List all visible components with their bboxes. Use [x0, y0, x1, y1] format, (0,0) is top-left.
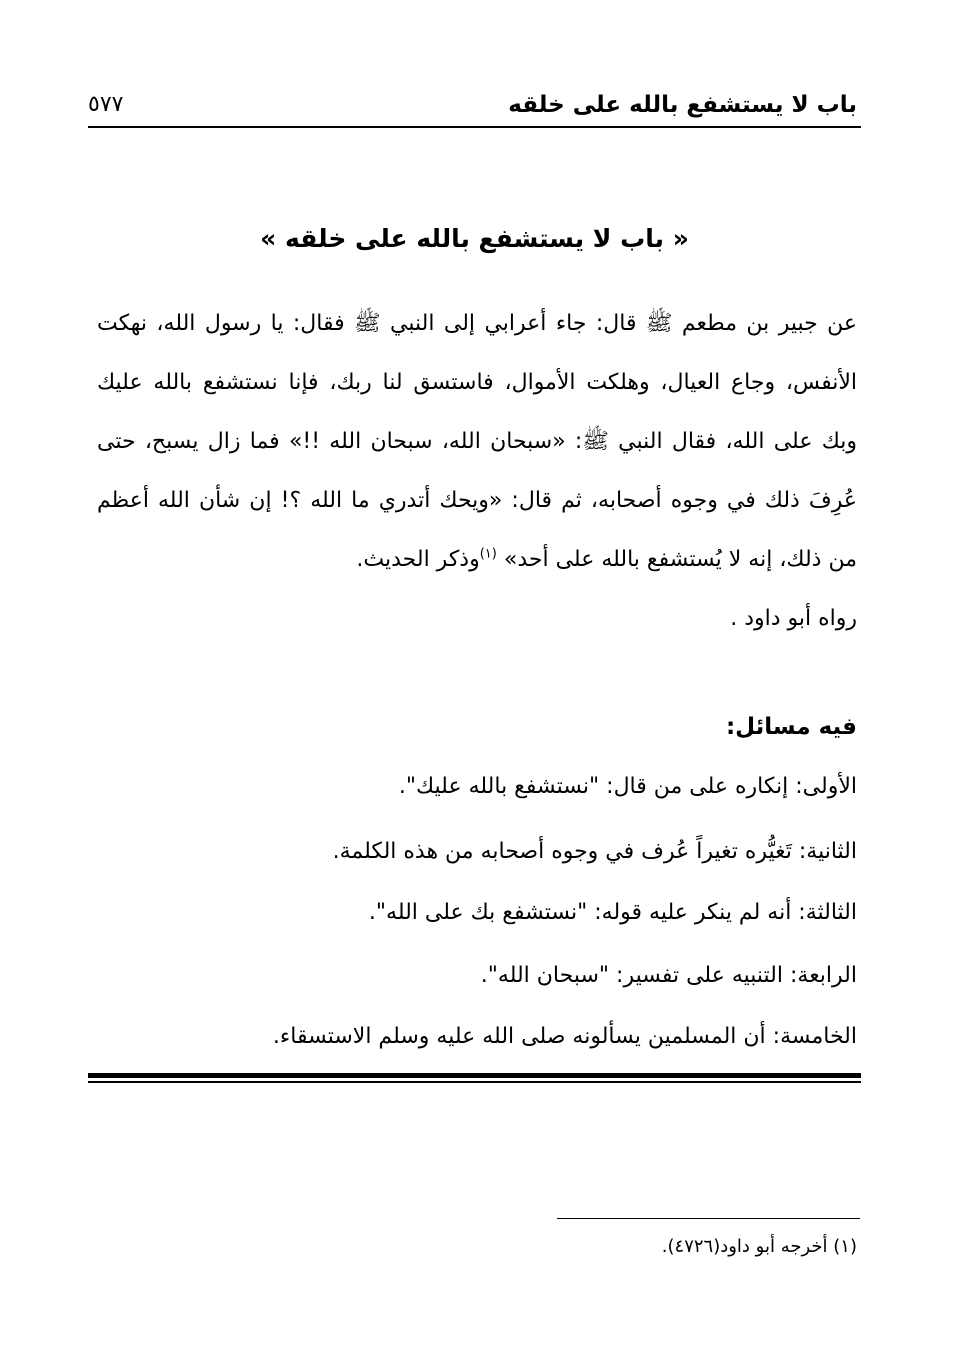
hadith-narration: رواه أبو داود .	[730, 606, 857, 631]
footnote-marker: (١)	[479, 546, 497, 562]
hadith-paragraph	[97, 294, 857, 648]
section-end-rule-thin	[88, 1081, 861, 1083]
section-end-rule	[88, 1073, 861, 1078]
running-header-title: باب لا يستشفع بالله على خلقه	[508, 92, 857, 118]
hadith-text-end: وذكر الحديث.	[356, 547, 480, 572]
issue-item: الخامسة: أن المسلمين يسألونه صلى الله عليه وسلم الاستسقاء.	[272, 1024, 857, 1049]
chapter-title: « باب لا يستشفع بالله على خلقه »	[260, 224, 689, 253]
page-number: ٥٧٧	[88, 92, 124, 117]
footnote: (١) أخرجه أبو داود(٤٧٢٦).	[661, 1236, 857, 1257]
issues-heading: فيه مسائل:	[725, 714, 857, 740]
issue-item: الثانية: تَغيُّره تغيراً عُرف في وجوه أصحابه من هذه الكلمة.	[332, 839, 857, 864]
issue-item: الثالثة: أنه لم ينكر عليه قوله: "نستشفع بك على الله".	[368, 900, 857, 925]
issue-item: الأولى: إنكاره على من قال: "نستشفع بالله عليك".	[398, 774, 857, 799]
footnote-divider	[557, 1218, 860, 1219]
header-divider	[88, 126, 861, 128]
issue-item: الرابعة: التنبيه على تفسير: "سبحان الله".	[480, 963, 857, 988]
hadith-text: عن جبير بن مطعم ﷺ قال: جاء أعرابي إلى النبي ﷺ فقال: يا رسول الله، نهكت الأنفس، وجاع العيال، وهلكت الأموال، فاستسق لنا ربك، فإنا نستشفع بالله عليك وبك على الله، فقال النبي ﷺ: «سبحان الله، سبحان الله !!» فما زال يسبح، حتى عُرِفَ ذلك في وجوه أصحابه، ثم قال: «ويحك أتدري ما الله ؟! إن شأن الله أعظم من ذلك، إنه لا يُستشفع بالله على أحد»	[97, 311, 857, 572]
